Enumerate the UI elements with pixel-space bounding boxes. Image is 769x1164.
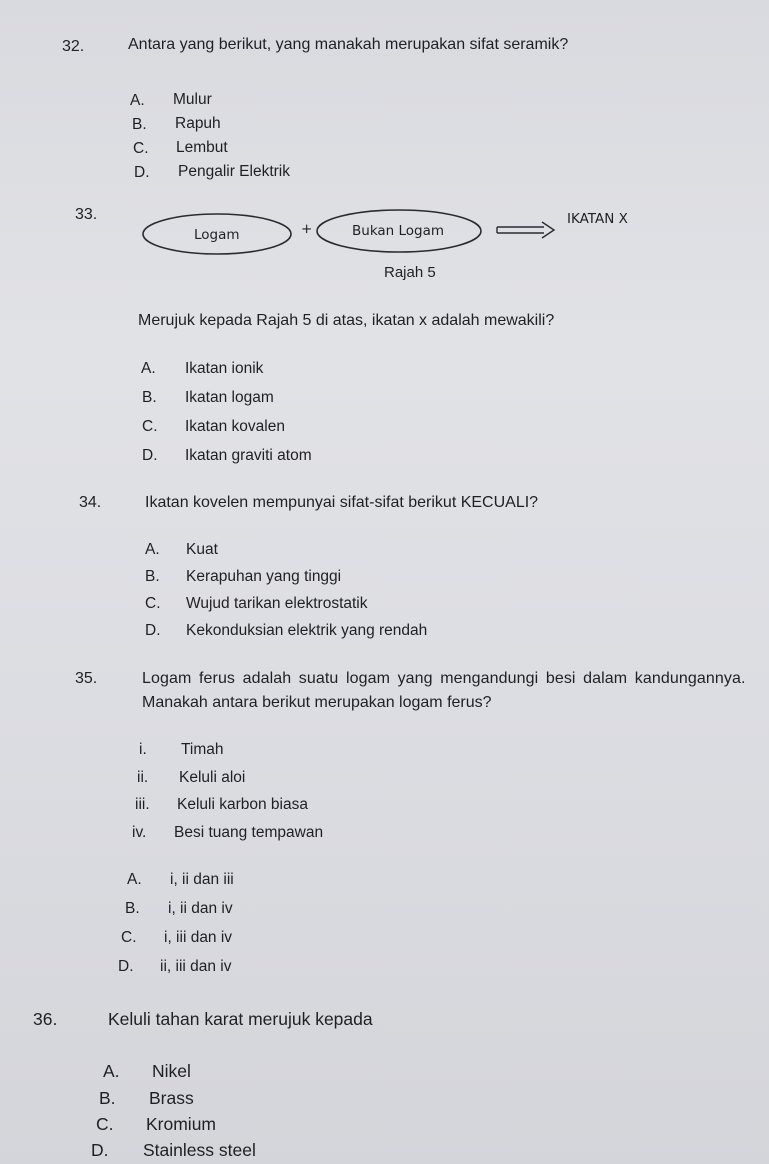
option-text: Nikel bbox=[152, 1061, 191, 1081]
diagram-plus-sign: + bbox=[301, 221, 313, 237]
option-letter: A. bbox=[103, 1061, 120, 1081]
option-letter: A. bbox=[130, 92, 145, 109]
option-letter: C. bbox=[121, 929, 137, 946]
option-letter: D. bbox=[145, 622, 161, 639]
roman-numeral: ii. bbox=[137, 769, 149, 786]
option-text: Wujud tarikan elektrostatik bbox=[186, 595, 368, 612]
question-number: 35. bbox=[75, 670, 98, 687]
option-letter: B. bbox=[99, 1088, 116, 1108]
option-text: i, ii dan iii bbox=[170, 871, 234, 888]
roman-numeral: iii. bbox=[135, 796, 150, 813]
option-letter: C. bbox=[133, 140, 149, 157]
option-letter: B. bbox=[132, 116, 147, 133]
option-letter: D. bbox=[134, 164, 150, 181]
option-text: Rapuh bbox=[175, 115, 221, 132]
option-text: Brass bbox=[149, 1088, 194, 1108]
option-text: Kekonduksian elektrik yang rendah bbox=[186, 622, 428, 639]
question-text: Ikatan kovelen mempunyai sifat-sifat berikut KECUALI? bbox=[145, 494, 539, 511]
option-text: Lembut bbox=[176, 139, 228, 156]
question-text: Keluli tahan karat merujuk kepada bbox=[108, 1009, 373, 1029]
option-text: Ikatan logam bbox=[185, 389, 274, 406]
option-letter: D. bbox=[142, 447, 158, 464]
option-letter: A. bbox=[145, 541, 160, 558]
option-letter: C. bbox=[145, 595, 161, 612]
option-letter: A. bbox=[127, 871, 142, 888]
option-text: Kerapuhan yang tinggi bbox=[186, 568, 342, 585]
question-number: 34. bbox=[79, 494, 102, 511]
item-text: Besi tuang tempawan bbox=[174, 824, 324, 841]
option-letter: B. bbox=[142, 389, 157, 406]
option-letter: D. bbox=[91, 1140, 109, 1160]
item-text: Keluli karbon biasa bbox=[177, 796, 308, 813]
question-number: 36. bbox=[33, 1009, 58, 1029]
option-text: ii, iii dan iv bbox=[160, 958, 232, 975]
option-text: Ikatan kovalen bbox=[185, 418, 285, 435]
option-text: Pengalir Elektrik bbox=[178, 163, 290, 180]
option-text: i, ii dan iv bbox=[168, 900, 233, 917]
option-letter: B. bbox=[125, 900, 140, 917]
diagram-logam-label: Logam bbox=[194, 227, 240, 243]
roman-numeral: iv. bbox=[132, 824, 147, 841]
diagram-caption: Rajah 5 bbox=[384, 264, 436, 281]
item-text: Keluli aloi bbox=[179, 769, 246, 786]
option-text: i, iii dan iv bbox=[164, 929, 233, 946]
option-letter: D. bbox=[118, 958, 134, 975]
option-text: Ikatan ionik bbox=[185, 360, 264, 377]
diagram-bukan-logam-label: Bukan Logam bbox=[352, 223, 445, 239]
roman-numeral: i. bbox=[139, 741, 147, 758]
option-text: Mulur bbox=[173, 91, 212, 108]
option-letter: C. bbox=[96, 1114, 114, 1134]
question-text: Logam ferus adalah suatu logam yang mengandungi besi dalam kandungannya. bbox=[142, 670, 746, 687]
question-text: Merujuk kepada Rajah 5 di atas, ikatan x adalah mewakili? bbox=[138, 312, 555, 329]
item-text: Timah bbox=[181, 741, 224, 758]
option-letter: B. bbox=[145, 568, 160, 585]
option-text: Ikatan graviti atom bbox=[185, 447, 312, 464]
option-text: Kromium bbox=[146, 1114, 217, 1134]
question-text-2: Manakah antara berikut merupakan logam ferus? bbox=[142, 694, 492, 711]
diagram-result-label: IKATAN X bbox=[567, 211, 628, 227]
arrow-head-icon bbox=[542, 222, 554, 238]
question-text: Antara yang berikut, yang manakah merupakan sifat seramik? bbox=[128, 36, 569, 53]
option-letter: C. bbox=[142, 418, 158, 435]
question-number: 33. bbox=[75, 206, 98, 223]
option-text: Stainless steel bbox=[143, 1140, 256, 1160]
question-number: 32. bbox=[62, 38, 85, 55]
option-letter: A. bbox=[141, 360, 156, 377]
option-text: Kuat bbox=[186, 541, 218, 558]
